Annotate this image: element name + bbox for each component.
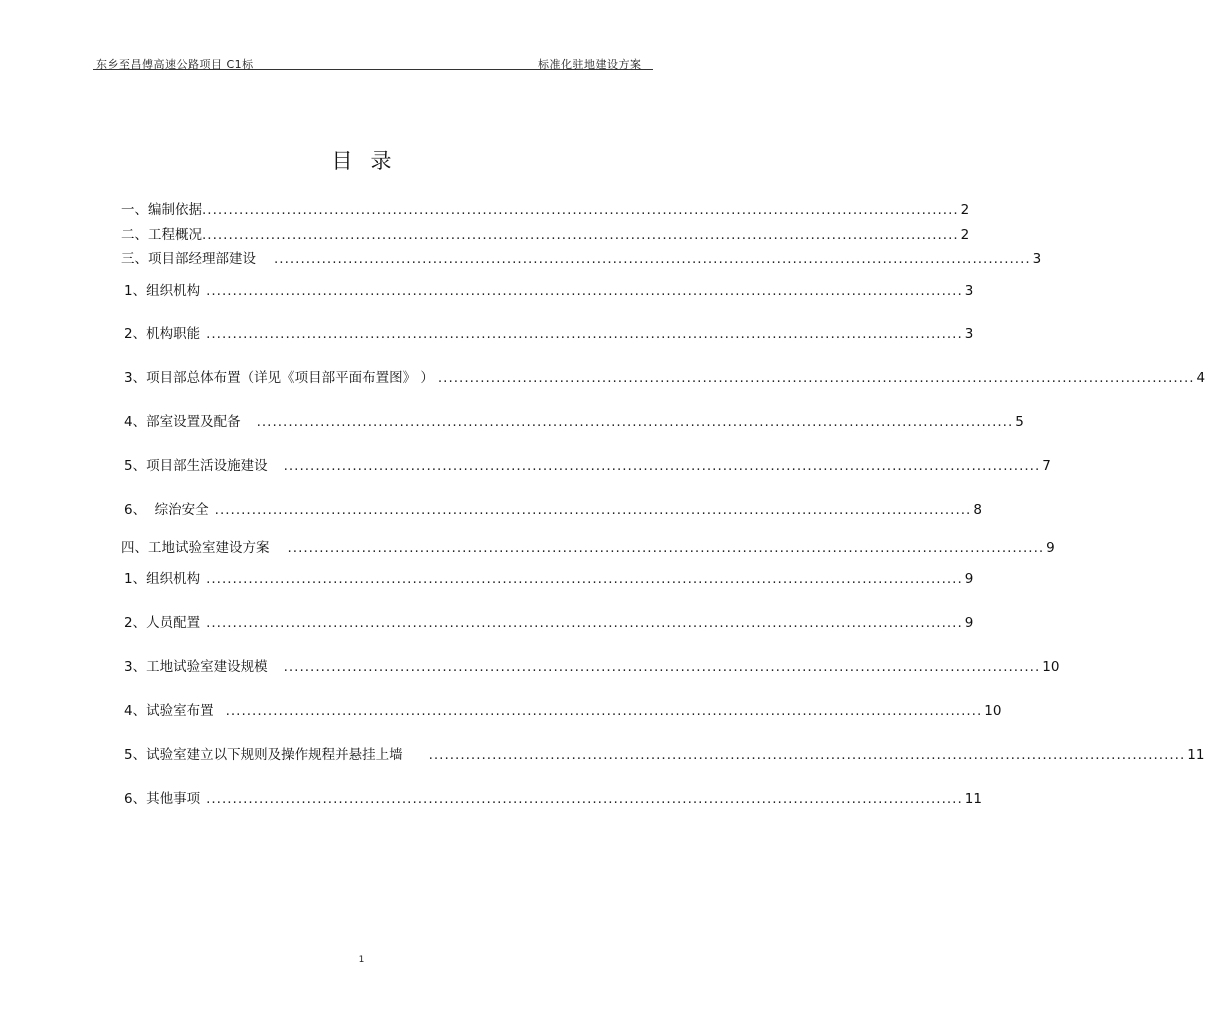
toc-entry[interactable] bbox=[121, 250, 1042, 268]
toc-leader-dots: ............................................................................................................................................... bbox=[287, 540, 1045, 556]
header-left-text: 东乡至昌傅高速公路项目 C1标 bbox=[96, 58, 254, 71]
toc-entry-label: 2、人员配置 bbox=[124, 615, 201, 631]
toc-entry-page: 9 bbox=[964, 571, 974, 587]
toc-entry-page: 2 bbox=[960, 202, 970, 218]
toc-entry-page: 3 bbox=[1032, 251, 1042, 267]
toc-entry-page: 3 bbox=[964, 326, 974, 342]
toc-entry[interactable] bbox=[121, 226, 970, 244]
toc-entry-page: 7 bbox=[1042, 458, 1051, 474]
toc-leader-dots: ............................................................................................................................................... bbox=[206, 326, 963, 342]
toc-entry-label: 一、编制依据 bbox=[121, 202, 202, 218]
toc-leader-dots: ............................................................................................................................................... bbox=[206, 615, 963, 631]
toc-leader-dots: ............................................................................................................................................... bbox=[283, 458, 1041, 474]
toc-entry-page: 11 bbox=[964, 791, 982, 807]
toc-entry-page: 8 bbox=[973, 502, 982, 518]
toc-entry[interactable] bbox=[124, 369, 1205, 387]
page-number: 1 bbox=[358, 955, 365, 965]
toc-entry-page: 4 bbox=[1196, 370, 1205, 386]
toc-entry-label: 4、试验室布置 bbox=[124, 703, 214, 719]
toc-leader-dots: ............................................................................................................................................... bbox=[428, 747, 1186, 763]
toc-leader-dots: ............................................................................................................................................... bbox=[206, 571, 963, 587]
toc-entry-label: 6、 综治安全 bbox=[124, 502, 209, 518]
toc-entry-label: 2、机构职能 bbox=[124, 326, 201, 342]
toc-entry-label: 5、项目部生活设施建设 bbox=[124, 458, 268, 474]
toc-entry-label: 3、工地试验室建设规模 bbox=[124, 659, 268, 675]
toc-leader-dots: ............................................................................................................................................... bbox=[206, 283, 963, 299]
header-rule bbox=[93, 69, 653, 70]
toc-leader-dots: ............................................................................................................................................... bbox=[274, 251, 1031, 267]
toc-entry[interactable] bbox=[124, 614, 974, 632]
toc-entry[interactable] bbox=[124, 457, 1051, 475]
toc-entry[interactable] bbox=[124, 282, 974, 300]
toc-entry-page: 10 bbox=[984, 703, 1002, 719]
toc-leader-dots: ............................................................................................................................................... bbox=[214, 502, 972, 518]
toc-entry[interactable] bbox=[121, 201, 970, 219]
toc-entry-page: 5 bbox=[1015, 414, 1024, 430]
toc-entry-label: 四、工地试验室建设方案 bbox=[121, 540, 270, 556]
toc-entry[interactable] bbox=[124, 325, 974, 343]
toc-entry-page: 9 bbox=[1046, 540, 1055, 556]
toc-leader-dots: ............................................................................................................................................... bbox=[206, 791, 963, 807]
toc-leader-dots: ............................................................................................................................................... bbox=[202, 227, 959, 243]
toc-entry-label: 5、试验室建立以下规则及操作规程并悬挂上墙 bbox=[124, 747, 403, 763]
toc-entry-page: 11 bbox=[1187, 747, 1205, 763]
toc-entry[interactable] bbox=[124, 746, 1205, 764]
toc-entry-page: 2 bbox=[960, 227, 970, 243]
toc-entry-label: 6、其他事项 bbox=[124, 791, 201, 807]
toc-leader-dots: ............................................................................................................................................... bbox=[202, 202, 959, 218]
toc-entry[interactable] bbox=[124, 790, 982, 808]
toc-entry[interactable] bbox=[124, 501, 982, 519]
toc-entry-label: 二、工程概况 bbox=[121, 227, 202, 243]
toc-entry-label: 3、项目部总体布置（详见《项目部平面布置图》 ） bbox=[124, 370, 434, 386]
toc-entry[interactable] bbox=[124, 658, 1060, 676]
toc-leader-dots: ............................................................................................................................................... bbox=[437, 370, 1195, 386]
toc-leader-dots: ............................................................................................................................................... bbox=[225, 703, 983, 719]
toc-leader-dots: ............................................................................................................................................... bbox=[256, 414, 1014, 430]
page-title: 目录 bbox=[331, 149, 410, 173]
toc-entry-page: 10 bbox=[1042, 659, 1060, 675]
toc-entry[interactable] bbox=[124, 702, 1002, 720]
toc-entry-page: 9 bbox=[964, 615, 974, 631]
toc-entry[interactable] bbox=[124, 413, 1024, 431]
toc-entry-label: 1、组织机构 bbox=[124, 571, 201, 587]
toc-entry-label: 三、项目部经理部建设 bbox=[121, 251, 256, 267]
toc-entry-label: 1、组织机构 bbox=[124, 283, 201, 299]
toc-entry-label: 4、部室设置及配备 bbox=[124, 414, 241, 430]
toc-entry[interactable] bbox=[121, 539, 1055, 557]
header-right-text: 标准化驻地建设方案 bbox=[538, 58, 642, 71]
toc-leader-dots: ............................................................................................................................................... bbox=[283, 659, 1041, 675]
toc-entry-page: 3 bbox=[964, 283, 974, 299]
toc-entry[interactable] bbox=[124, 570, 974, 588]
